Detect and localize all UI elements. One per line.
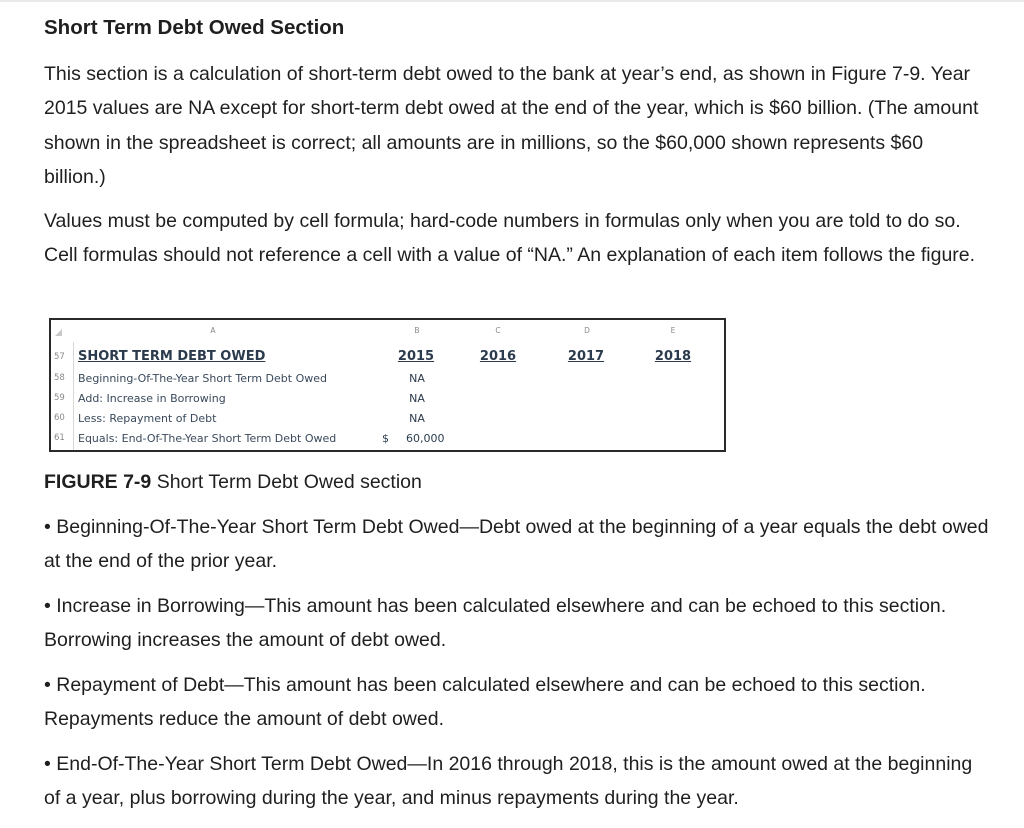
em-dash: —	[224, 674, 244, 696]
row-number: 61	[54, 433, 65, 443]
column-header-e: E	[670, 326, 676, 335]
row-label-beginning-debt: Beginning-Of-The-Year Short Term Debt Owed	[78, 372, 327, 385]
year-header-2016: 2016	[479, 349, 517, 364]
cell-value-2015: NA	[409, 392, 425, 405]
figure-caption-text: Short Term Debt Owed section	[156, 471, 422, 493]
row-label-ending-debt: Equals: End-Of-The-Year Short Term Debt Owed	[78, 432, 337, 445]
bullet-marker: •	[44, 753, 51, 775]
bullet-term: Increase in Borrowing	[56, 595, 245, 617]
cell-value-2015: NA	[409, 412, 425, 425]
spreadsheet-figure	[49, 318, 726, 452]
bullet-item	[44, 747, 989, 816]
figure-number: FIGURE 7-9	[44, 471, 152, 493]
bullet-text: Debt owed at the beginning of a year equals the debt owed at the end of the prior year.	[44, 516, 989, 573]
row-number: 58	[54, 373, 65, 383]
row-header-divider	[73, 342, 74, 452]
row-number: 57	[54, 352, 65, 362]
bullet-marker: •	[44, 595, 51, 617]
bullet-text: In 2016 through 2018, this is the amount owed at the beginning of a year, plus borrowing during the year, and minus repayments during the year.	[44, 753, 973, 810]
year-header-2017: 2017	[567, 349, 605, 364]
bullet-marker: •	[44, 516, 51, 538]
bullet-term: End-Of-The-Year Short Term Debt Owed	[56, 753, 408, 775]
bullet-marker: •	[44, 674, 51, 696]
em-dash: —	[459, 516, 479, 538]
select-all-corner	[55, 329, 62, 336]
row-label-repayment: Less: Repayment of Debt	[78, 412, 217, 425]
bullet-term: Repayment of Debt	[56, 674, 225, 696]
intro-paragraph: This section is a calculation of short-term debt owed to the bank at year’s end, as shown in Figure 7-9. Year 2015 values are NA except for short-term debt owed at the end of the year, which is $60 billion. (The amount shown in the spreadsheet is correct; all amounts are in millions, so the $60,000 shown represents $60 billion.)	[44, 63, 979, 188]
bullet-item	[44, 510, 989, 579]
year-header-2015: 2015	[397, 349, 435, 364]
sheet-section-header: SHORT TERM DEBT OWED	[78, 349, 266, 364]
figure-caption	[44, 467, 422, 497]
section-title: Short Term Debt Owed Section	[44, 16, 345, 39]
currency-symbol: $	[382, 432, 389, 445]
row-number: 60	[54, 413, 65, 423]
row-number: 59	[54, 393, 65, 403]
cell-value-2015-ending: 60,000	[406, 432, 445, 445]
column-header-b: B	[414, 326, 420, 335]
column-header-c: C	[495, 326, 501, 335]
em-dash: —	[244, 595, 265, 617]
year-header-2018: 2018	[654, 349, 692, 364]
instructions-paragraph: Values must be computed by cell formula; hard-code numbers in formulas only when you are told to do so. Cell formulas should not reference a cell with a value of “NA.” An explanation of each item follows the figure.	[44, 210, 976, 267]
bullet-item	[44, 668, 989, 737]
bullet-text: This amount has been calculated elsewhere and can be echoed to this section. Borrowing increases the amount of debt owed.	[44, 595, 947, 652]
column-header-d: D	[584, 326, 590, 335]
em-dash: —	[407, 753, 427, 775]
bullet-term: Beginning-Of-The-Year Short Term Debt Owed	[56, 516, 460, 538]
column-header-a: A	[210, 326, 216, 335]
bullet-item	[44, 589, 989, 658]
top-divider	[0, 0, 1024, 2]
bullet-text: This amount has been calculated elsewhere and can be echoed to this section. Repayments reduce the amount of debt owed.	[44, 674, 926, 731]
row-label-increase-borrowing: Add: Increase in Borrowing	[78, 392, 226, 405]
cell-value-2015: NA	[409, 372, 425, 385]
